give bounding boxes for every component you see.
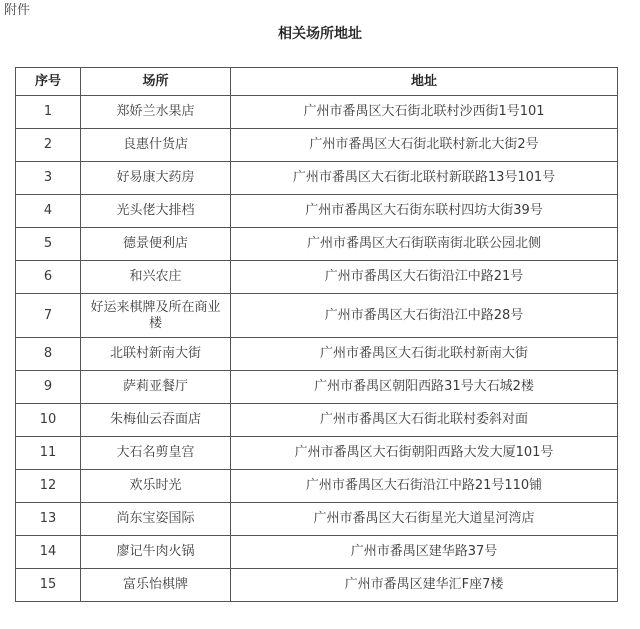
row-number: 11 [16, 437, 81, 470]
place-address: 广州市番禺区大石街北联村新南大街 [231, 338, 618, 371]
row-number: 12 [16, 470, 81, 503]
table-header-row [16, 68, 618, 96]
place-name: 郑娇兰水果店 [81, 96, 231, 129]
row-number: 7 [16, 294, 81, 338]
place-name: 欢乐时光 [81, 470, 231, 503]
place-name: 大石名剪皇宫 [81, 437, 231, 470]
place-name: 和兴农庄 [81, 261, 231, 294]
table-row [16, 338, 618, 371]
place-name: 良惠什货店 [81, 129, 231, 162]
place-address: 广州市番禺区大石街联南街北联公园北侧 [231, 228, 618, 261]
place-address: 广州市番禺区大石街北联村新北大街2号 [231, 129, 618, 162]
row-number: 1 [16, 96, 81, 129]
table-row [16, 470, 618, 503]
place-address: 广州市番禺区大石街北联村新联路13号101号 [231, 162, 618, 195]
table-row [16, 129, 618, 162]
place-name: 朱梅仙云吞面店 [81, 404, 231, 437]
row-number: 6 [16, 261, 81, 294]
place-address: 广州市番禺区建华汇F座7楼 [231, 569, 618, 602]
table-row [16, 437, 618, 470]
place-address: 广州市番禺区建华路37号 [231, 536, 618, 569]
table-row [16, 503, 618, 536]
table-row [16, 261, 618, 294]
place-name: 北联村新南大街 [81, 338, 231, 371]
place-address: 广州市番禺区大石街沿江中路21号110铺 [231, 470, 618, 503]
column-header-place: 场所 [81, 68, 231, 96]
table-row [16, 96, 618, 129]
place-address: 广州市番禺区朝阳西路31号大石城2楼 [231, 371, 618, 404]
place-address: 广州市番禺区大石街朝阳西路大发大厦101号 [231, 437, 618, 470]
table-row [16, 162, 618, 195]
place-address: 广州市番禺区大石街北联村委斜对面 [231, 404, 618, 437]
column-header-no: 序号 [16, 68, 81, 96]
table-row [16, 228, 618, 261]
table-row [16, 569, 618, 602]
place-name: 尚东宝姿国际 [81, 503, 231, 536]
place-name: 廖记牛肉火锅 [81, 536, 231, 569]
row-number: 2 [16, 129, 81, 162]
row-number: 13 [16, 503, 81, 536]
row-number: 15 [16, 569, 81, 602]
row-number: 10 [16, 404, 81, 437]
attachment-label: 附件 [4, 3, 31, 18]
row-number: 4 [16, 195, 81, 228]
document-title: 相关场所地址 [278, 26, 362, 42]
place-name: 好运来棋牌及所在商业楼 [81, 294, 231, 338]
column-header-address: 地址 [231, 68, 618, 96]
table-row [16, 371, 618, 404]
place-address: 广州市番禺区大石街沿江中路21号 [231, 261, 618, 294]
place-address: 广州市番禺区大石街星光大道星河湾店 [231, 503, 618, 536]
place-name: 富乐怡棋牌 [81, 569, 231, 602]
row-number: 8 [16, 338, 81, 371]
place-name: 好易康大药房 [81, 162, 231, 195]
table-row [16, 294, 618, 338]
place-name: 德景便利店 [81, 228, 231, 261]
place-address: 广州市番禺区大石街北联村沙西街1号101 [231, 96, 618, 129]
place-address: 广州市番禺区大石街东联村四坊大街39号 [231, 195, 618, 228]
place-address: 广州市番禺区大石街沿江中路28号 [231, 294, 618, 338]
places-table [15, 67, 618, 602]
place-name: 光头佬大排档 [81, 195, 231, 228]
row-number: 9 [16, 371, 81, 404]
row-number: 14 [16, 536, 81, 569]
row-number: 3 [16, 162, 81, 195]
row-number: 5 [16, 228, 81, 261]
table-row [16, 404, 618, 437]
table-row [16, 195, 618, 228]
table-row [16, 536, 618, 569]
place-name: 萨莉亚餐厅 [81, 371, 231, 404]
